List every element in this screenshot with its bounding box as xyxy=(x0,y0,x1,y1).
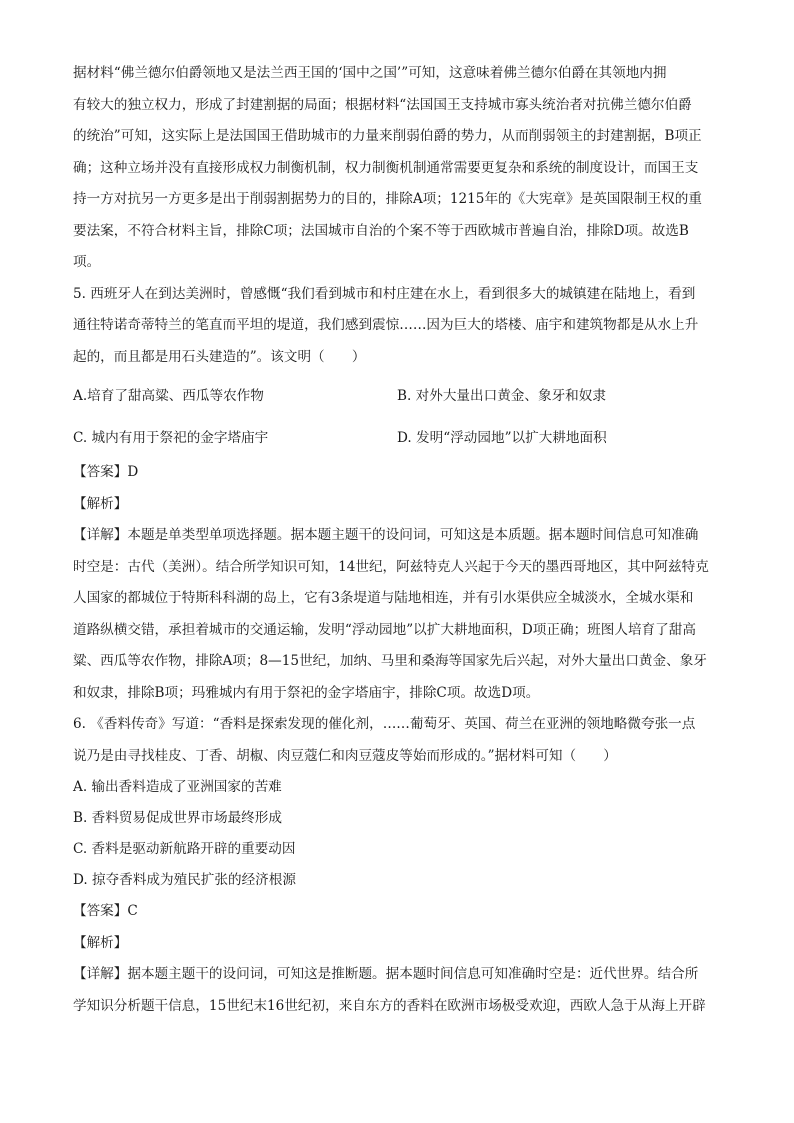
text-line: 粱、西瓜等农作物，排除A项；8—15世纪，加纳、马里和桑海等国家先后兴起，对外大量出口黄金、象牙 xyxy=(73,653,707,669)
question-5 xyxy=(73,279,727,710)
options-row-ab xyxy=(73,373,727,415)
stem-line: 6. 《香料传奇》写道：“香料是探索发现的催化剂，……葡萄牙、英国、荷兰在亚洲的领地略微夸张一点 xyxy=(73,716,696,732)
text-line: 持一方对抗另一方更多是出于削弱割据势力的目的，排除A项；1215年的《大宪章》是英国限制王权的重 xyxy=(73,191,702,207)
answer-label: 【答案】D xyxy=(73,464,139,480)
question-stem xyxy=(73,709,727,772)
stem-line: 5. 西班牙人在到达美洲时，曾感慨“我们看到城市和村庄建在水上，看到很多大的城镇建在陆地上，看到 xyxy=(73,285,696,302)
answer-label: 【答案】C xyxy=(73,903,138,919)
option-d: D. 发明“浮动园地”以扩大耕地面积 xyxy=(397,430,607,446)
detailed-explanation xyxy=(73,520,727,709)
text-line: 道路纵横交错，承担着城市的交通运输，发明“浮动园地”以扩大耕地面积，D项正确；班图人培育了甜高 xyxy=(73,621,696,638)
detailed-explanation xyxy=(73,959,727,1022)
text-line: 据材料“佛兰德尔伯爵领地又是法兰西王国的‘国中之国’”可知，这意味着佛兰德尔伯爵在其领地内拥 xyxy=(73,65,667,81)
stem-line: 起的，而且都是用石头建造的”。该文明（ ） xyxy=(73,348,366,365)
options-row-cd xyxy=(73,415,727,457)
text-line: 的统治”可知，这实际上是法国国王借助城市的力量来削弱伯爵的势力，从而削弱领主的封建割据，B项正 xyxy=(73,128,702,144)
previous-explanation xyxy=(73,58,727,279)
document-page xyxy=(73,58,727,1022)
analysis-label: 【解析】 xyxy=(73,495,128,512)
option-c: C. 香料是驱动新航路开辟的重要动因 xyxy=(73,841,296,857)
question-stem xyxy=(73,279,727,374)
stem-line: 说乃是由寻找桂皮、丁香、胡椒、肉豆蔻仁和肉豆蔻皮等始而形成的。”据材料可知（ ） xyxy=(73,747,617,764)
question-6 xyxy=(73,709,727,1022)
option-c: C. 城内有用于祭祀的金字塔庙宇 xyxy=(73,430,269,446)
text-line: 【详解】据本题主题干的设问词，可知这是推断题。据本题时间信息可知准确时空是：近代世界。结合所 xyxy=(73,966,699,982)
text-line: 确；这种立场并没有直接形成权力制衡机制，权力制衡机制通常需要更复杂和系统的制度设计，而国王支 xyxy=(73,159,699,176)
text-line: 学知识分析题干信息，15世纪末16世纪初，来自东方的香料在欧洲市场极受欢迎，西欧人急于从海上开辟 xyxy=(73,997,706,1014)
text-line: 要法案，不符合材料主旨，排除C项；法国城市自治的个案不等于西欧城市普遍自治，排除D项。故选B xyxy=(73,222,689,239)
text-line: 有较大的独立权力，形成了封建割据的局面；根据材料“法国国王支持城市寡头统治者对抗佛兰德尔伯爵 xyxy=(73,96,692,113)
option-a: A.培育了甜高粱、西瓜等农作物 xyxy=(73,388,264,404)
analysis-label: 【解析】 xyxy=(73,934,128,951)
option-d: D. 掠夺香料成为殖民扩张的经济根源 xyxy=(73,872,296,888)
option-b: B. 香料贸易促成世界市场最终形成 xyxy=(73,810,282,826)
text-line: 人国家的都城位于特斯科科湖的岛上，它有3条堤道与陆地相连，并有引水渠供应全城淡水，全城水渠和 xyxy=(73,590,694,606)
option-a: A. 输出香料造成了亚洲国家的苦难 xyxy=(73,779,282,795)
stem-line: 通往特诺奇蒂特兰的笔直而平坦的堤道，我们感到震惊……因为巨大的塔楼、庙宇和建筑物都是从水上升 xyxy=(73,317,699,333)
text-line: 时空是：古代（美洲）。结合所学知识可知，14世纪，阿兹特克人兴起于今天的墨西哥地区，其中阿兹特克 xyxy=(73,558,709,575)
option-b: B. 对外大量出口黄金、象牙和奴隶 xyxy=(397,388,606,404)
text-line: 【详解】本题是单类型单项选择题。据本题主题干的设问词，可知这是本质题。据本题时间信息可知准确 xyxy=(73,527,699,543)
text-line: 项。 xyxy=(73,254,101,270)
text-line: 和奴隶，排除B项；玛雅城内有用于祭祀的金字塔庙宇，排除C项。故选D项。 xyxy=(73,684,540,701)
